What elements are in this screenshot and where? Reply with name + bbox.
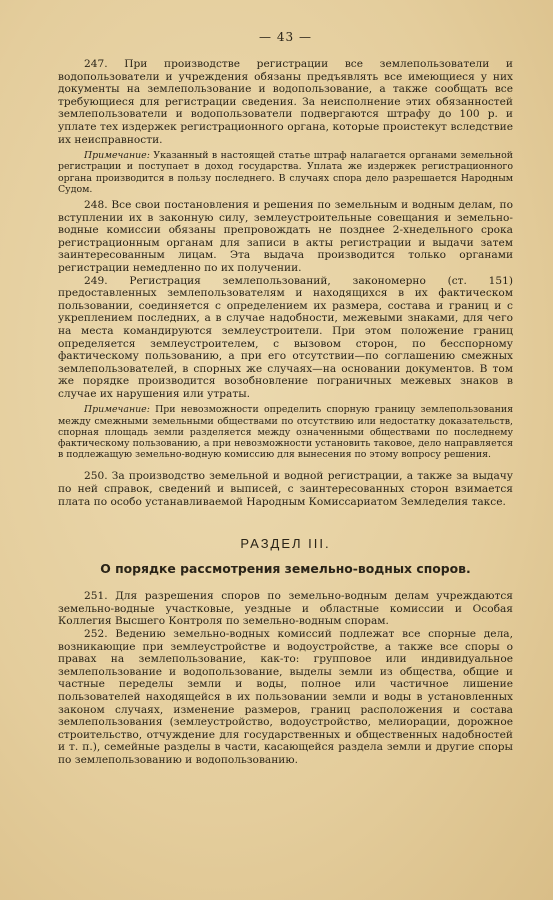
note-247 <box>58 150 513 195</box>
note-text: Указанный в настоящей статье штраф налагается органами земельной регистрации и поступает в доход государства. Уплата же издержек регистрационного органа производится в пользу последнего. В случаях спора дело разрешается Народным Судом. <box>58 150 513 195</box>
note-249 <box>58 404 513 460</box>
section-subtitle: О порядке рассмотрения земельно-водных споров. <box>100 561 471 577</box>
note-label: Примечание: <box>84 404 150 416</box>
paragraph-249: 249. Регистрация землепользований, закономерно (ст. 151) предоставленных землепользователям и находящихся в их фактическом пользовании, соединяется с определением их размера, состава и границ и с укреплением последних, а в случае надобности, межевыми знаками, для чего на места командируются землеустроители. При этом положение границ определяется землеустроителем, с вызовом сторон, по бесспорному фактическому пользованию, а при его отсутствии—по соглашению смежных землепользователей, в спорных же случаях—на основании документов. В том же порядке производится возобновление пограничных межевых знаков в случае их нарушения или утраты. <box>58 274 513 400</box>
paragraph-248: 248. Все свои постановления и решения по земельным и водным делам, по вступлении их в законную силу, землеустроительные совещания и земельно-водные комиссии обязаны препровождать не позднее 2-хнедельного срока регистрационным органам для записи в акты регистрации и выдачи затем заинтересованным лицам. Эта выдача производится только органами регистрации немедленно по их получении. <box>58 198 513 274</box>
paragraph-251: 251. Для разрешения споров по земельно-водным делам учреждаются земельно-водные участковые, уездные и областные комиссии и Особая Коллегия Высшего Контроля по земельно-водным спорам. <box>58 590 513 628</box>
paragraph-250: 250. За производство земельной и водной регистрации, а также за выдачу по ней справок, сведений и выписей, с заинтересованных сторон взимается плата по особо устанавливаемой Народным Комиссариатом Земледелия таксе. <box>58 470 513 508</box>
note-text: При невозможности определить спорную границу землепользования между смежными земельными обществами по отсутствию или недостатку доказательств, спорная площадь земли разделяется между означенными обществами по последнему фактическому пользованию, а при невозможности установить таковое, дело направляется в подлежащую земельно-водную комиссию для вынесения по этому вопросу решения. <box>58 404 513 461</box>
section-title: РАЗДЕЛ III. <box>240 536 331 552</box>
note-label: Примечание: <box>84 150 150 162</box>
paragraph-247: 247. При производстве регистрации все землепользователи и водопользователи и учреждения обязаны предъявлять все имеющиеся у них документы на землепользование и водопользование, а также сообщать все требующиеся для регистрации сведения. За неисполнение этих обязанностей землепользователи и водопользователи подвергаются штрафу до 100 р. и уплате тех издержек регистрационного органа, которые проистекут вследствие их неисправности. <box>58 58 513 146</box>
page-number: — 43 — <box>259 30 312 44</box>
paragraph-252: 252. Ведению земельно-водных комиссий подлежат все спорные дела, возникающие при землеустройстве и водоустройстве, а также все споры о правах на землепользование, как-то: групповое или индивидуальное землепользование и водопользование, выделы земли из общества, общие и частные переделы земли и воды, полное или частичное лишение пользователей находящейся в их пользовании земли и воды в установленных законом случаях, изменение размеров, границ расположения и состава землепользования (землеустройство, водоустройство, мелиорации, дорожное строительство, отчуждение для государственных и общественных надобностей и т. п.), семейные разделы в части, касающейся раздела земли и другие споры по землепользованию и водопользованию. <box>58 628 513 766</box>
